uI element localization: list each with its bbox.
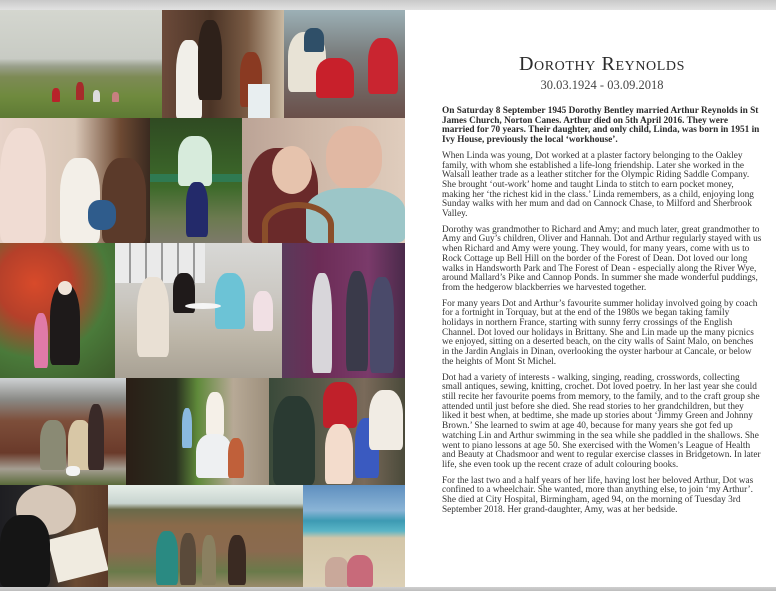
photo-collage: [0, 10, 405, 587]
paragraph-work: When Linda was young, Dot worked at a plaster factory belonging to the Oakley family, with whom she established a life-long friendship. Later she worked in the Walsall leather trade as a leather stitcher for the Olympic Riding Saddle Company. She brought ‘out-work’ home and taught Linda to stitch to earn pocket money, making her ‘the richest kid in the class.’ Linda remembers, as a child, enjoying long Sunday walks with her mum and dad on Cannock Chase, to Milford and Sherbrook Valley.: [442, 150, 754, 220]
photo-dunes: [0, 10, 162, 118]
photo-wheelchair: [284, 10, 405, 118]
photo-flower-bush: [0, 243, 115, 378]
photo-riverside: [126, 378, 269, 485]
photo-family-indoors: [269, 378, 405, 485]
paragraph-grandchildren: Dorothy was grandmother to Richard and Amy; and much later, great grandmother to Amy and Guy’s children, Oliver and Hannah. Dot and Arthur regularly stayed with us when Richard and Amy were young. They would, for many years, come with us to Rock Cottage up Bell Hill on the border of the Forest of Dean. Dot loved our long walks in Handsworth Park and The Forest of Dean - especially along the River Wye, around Mallard’s Pike and Cannop Ponds. In summer she made wonderful puddings, from the hedgerow blackberries we harvested together.: [442, 224, 762, 293]
paragraph-holidays: For many years Dot and Arthur’s favourite summer holiday involved going by coach for a fortnight in Torquay, but at the end of the 1980s we began taking family holidays in northern France, starting with sunny ferry crossings of the English Channel. Dot loved our holidays in Brittany. She and Lin made up the many picnics we enjoyed, sitting on a deserted beach, on the city walls of Saint Malo, on benches in the Jardin Anglais in Dinan, overlooking the oyster harbour at Cancale, or below the heights of Mont St Michel.: [442, 298, 758, 367]
memorial-page: [0, 10, 776, 587]
photo-park-bench: [150, 118, 242, 243]
page-title: Dorothy Reynolds: [518, 53, 686, 75]
photo-reading: [0, 485, 108, 587]
paragraph-marriage: On Saturday 8 September 1945 Dorothy Bentley married Arthur Reynolds in St James Church, Norton Canes. Arthur died on 5th April 2016. They were married for 70 years. Their daughter, and only child, Linda, was born in 1951 in Ivy House, previously the local ‘workhouse’.: [442, 106, 760, 146]
photo-purple-door: [282, 243, 405, 378]
photo-baby: [0, 118, 150, 243]
photo-elderly-couple: [242, 118, 405, 243]
top-border: [0, 0, 776, 10]
photo-heathland: [108, 485, 303, 587]
paragraph-interests: Dot had a variety of interests - walking, singing, reading, crosswords, collecting small antiques, sewing, knitting, crochet. Dot loved poetry. In her last year she could still recite her favourite poems from memory, to the family, and to the craft group she attended until just before she died. She read stories to her grandchildren, but they liked it best when, at bedtime, she made up stories about ‘Jimmy Green and Johnny Brown.’ She learned to swim at age 40, because for many years she got fed up watching Lin and Arthur swimming in the sea while she paddled in the shallows. She went to piano lessons at age 50. She exercised with the Women’s League of Health and Beauty at Chadsmoor and went to regular exercise classes in Bridgetown. In later life, she even took up the recent craze of adult colouring books.: [442, 372, 761, 470]
bottom-border: [0, 587, 776, 591]
photo-beach: [303, 485, 405, 587]
life-dates: 30.03.1924 - 03.09.2018: [540, 78, 664, 92]
obituary-text: [442, 10, 762, 521]
photo-garden-shelter: [0, 378, 126, 485]
photo-cafe: [115, 243, 282, 378]
photo-wedding: [162, 10, 284, 118]
paragraph-final-years: For the last two and a half years of her life, having lost her beloved Arthur, Dot was confined to a wheelchair. She wanted, more than anything else, to join ‘my Arthur’. She died at City Hospital, Birmingham, aged 94, on the morning of Tuesday 3rd September 2018. Her grand-daughter, Amy, was at her bedside.: [442, 475, 754, 515]
